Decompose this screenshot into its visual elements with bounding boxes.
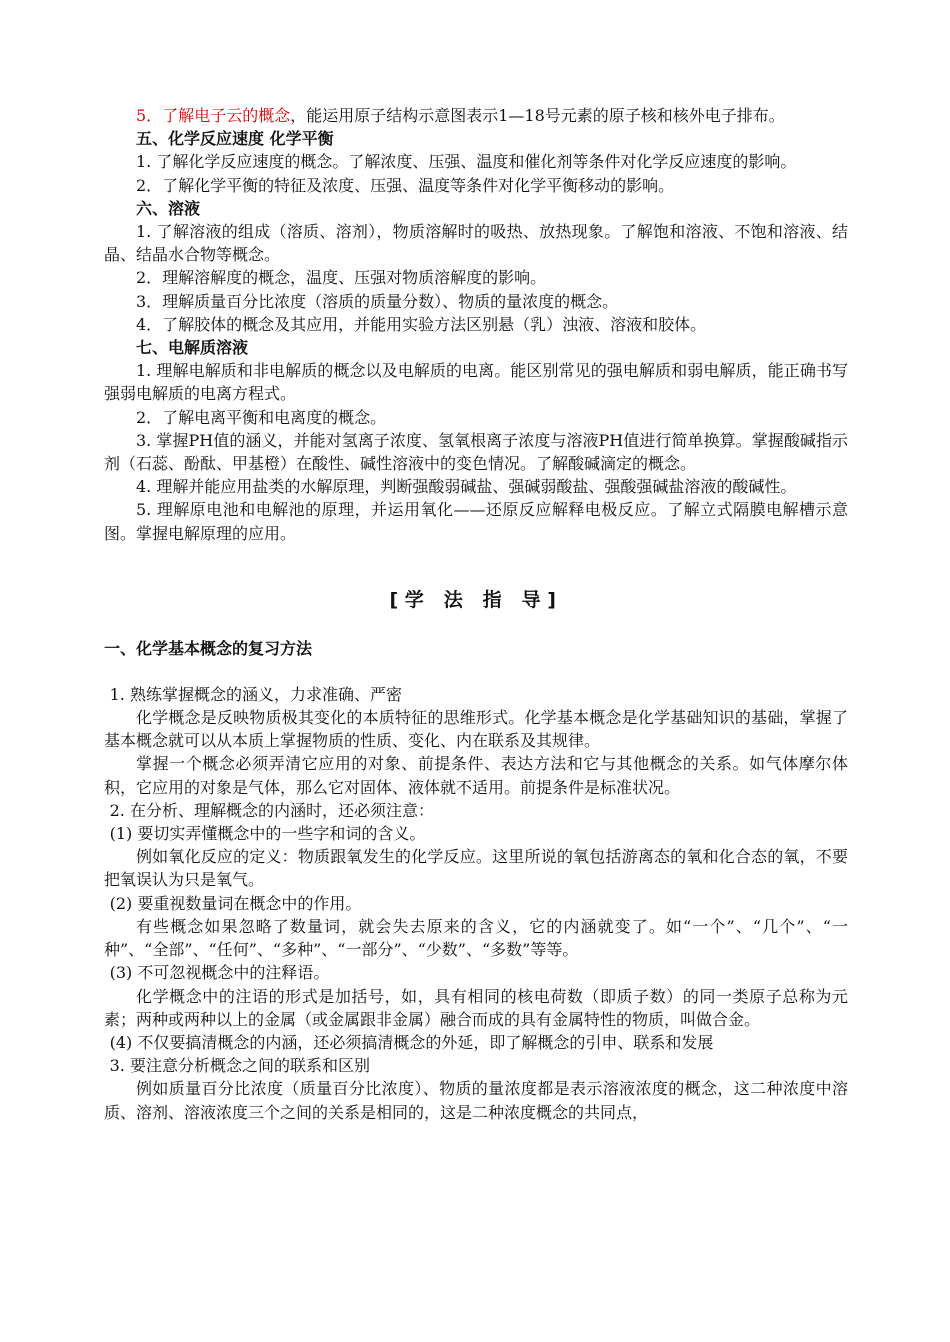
section-6-item-1: 1. 了解溶液的组成（溶质、溶剂），物质溶解时的吸热、放热现象。了解饱和溶液、不饱和溶液、结晶、结晶水合物等概念。 <box>104 222 848 265</box>
section-6-item-4: 4．了解胶体的概念及其应用，并能用实验方法区别悬（乳）浊液、溶液和胶体。 <box>136 314 707 334</box>
section-7-item-5: 5. 理解原电池和电解池的原理，并运用氧化——还原反应解释电极反应。了解立式隔膜电解槽示意图。掌握电解原理的应用。 <box>104 500 848 543</box>
section-6-item-2: 2．理解溶解度的概念，温度、压强对物质溶解度的影响。 <box>136 268 547 288</box>
sub-point-2-paragraph: 有些概念如果忽略了数量词，就会失去原来的含义，它的内涵就变了。如“一个”、“几个”、“一种”、“全部”、“任何”、“多种”、“一部分”、“少数”、“多数”等等。 <box>104 916 848 960</box>
section-7-item-3: 3. 掌握PH值的涵义，并能对氢离子浓度、氢氧根离子浓度与溶液PH值进行简单换算。掌握酸碱指示剂（石蕊、酚酞、甲基橙）在酸性、碱性溶液中的变色情况。了解酸碱滴定的概念。 <box>104 430 848 474</box>
section-5-item-2: 2．了解化学平衡的特征及浓度、压强、温度等条件对化学平衡移动的影响。 <box>136 175 675 195</box>
review-method-heading: 一、化学基本概念的复习方法 <box>104 638 313 658</box>
study-guide-title: [学 法 指 导] <box>389 588 563 611</box>
section-7-item-4: 4. 理解并能应用盐类的水解原理，判断强酸弱碱盐、强碱弱酸盐、强酸强碱盐溶液的酸碱性。 <box>136 477 797 497</box>
point-3-paragraph: 例如质量百分比浓度（质量百分比浓度）、物质的量浓度都是表示溶液浓度的概念，这二种浓度中溶质、溶剂、溶液浓度三个之间的关系是相同的，这是二种浓度概念的共同点， <box>104 1079 848 1122</box>
sub-point-1-paragraph: 例如氧化反应的定义：物质跟氧发生的化学反应。这里所说的氧包括游离态的氧和化合态的氧，不要把氧误认为只是氧气。 <box>104 847 848 890</box>
item-5-highlight: 了解电子云的概念 <box>162 106 291 125</box>
point-2-heading: 2. 在分析、理解概念的内涵时，还必须注意： <box>109 800 434 820</box>
sub-point-1: (1) 要切实弄懂概念中的一些字和词的含义。 <box>109 824 426 844</box>
sub-point-3-paragraph: 化学概念中的注语的形式是加括号，如，具有相同的核电荷数（即质子数）的同一类原子总称为元素；两种或两种以上的金属（或金属跟非金属）融合而成的具有金属特性的物质，叫做合金。 <box>104 986 848 1029</box>
document-page <box>104 104 848 1124</box>
item-5-number: 5． <box>136 106 163 125</box>
section-6-item-3: 3．理解质量百分比浓度（溶质的质量分数）、物质的量浓度的概念。 <box>136 291 619 311</box>
sub-point-4: (4) 不仅要搞清概念的内涵，还必须搞清概念的外延，即了解概念的引申、联系和发展 <box>109 1032 714 1052</box>
point-3-heading: 3. 要注意分析概念之间的联系和区别 <box>109 1056 370 1076</box>
point-1-paragraph-1: 化学概念是反映物质极其变化的本质特征的思维形式。化学基本概念是化学基础知识的基础，掌握了基本概念就可以从本质上掌握物质的性质、变化、内在联系及其规律。 <box>104 708 848 751</box>
section-7-heading: 七、电解质溶液 <box>136 338 249 358</box>
item-5-text: ，能运用原子结构示意图表示1—18号元素的原子核和核外电子排布。 <box>290 106 785 125</box>
item-5 <box>104 104 848 127</box>
point-1-paragraph-2: 掌握一个概念必须弄清它应用的对象、前提条件、表达方法和它与其他概念的关系。如气体摩尔体积，它应用的对象是气体，那么它对固体、液体就不适用。前提条件是标准状况。 <box>104 754 848 797</box>
section-7-item-1: 1. 理解电解质和非电解质的概念以及电解质的电离。能区别常见的强电解质和弱电解质，能正确书写强弱电解质的电离方程式。 <box>104 361 848 404</box>
sub-point-2: (2) 要重视数量词在概念中的作用。 <box>109 893 362 913</box>
section-5-heading: 五、化学反应速度 化学平衡 <box>136 129 334 149</box>
section-6-heading: 六、溶液 <box>136 198 201 218</box>
sub-point-3: (3) 不可忽视概念中的注释语。 <box>109 963 330 983</box>
point-1-heading: 1. 熟练掌握概念的涵义，力求准确、严密 <box>109 684 402 704</box>
section-7-item-2: 2．了解电离平衡和电离度的概念。 <box>136 407 387 427</box>
section-5-item-1: 1. 了解化学反应速度的概念。了解浓度、压强、温度和催化剂等条件对化学反应速度的影响。 <box>136 152 797 172</box>
